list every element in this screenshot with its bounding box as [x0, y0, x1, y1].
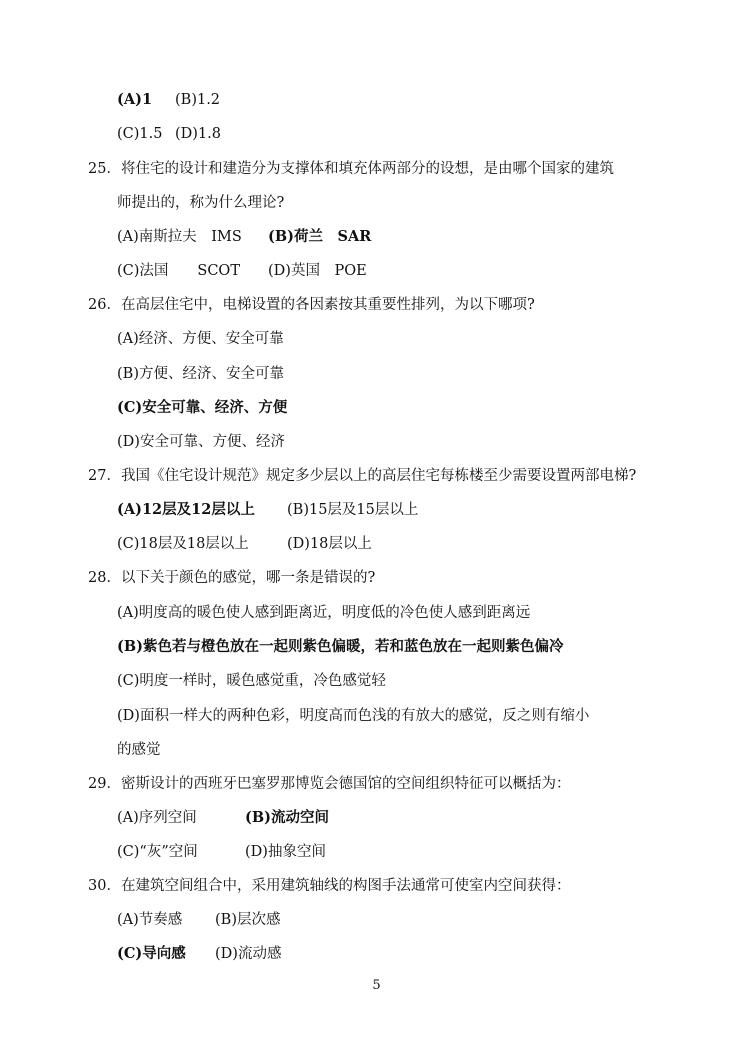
answer-option: (B)方便、经济、安全可靠 — [117, 366, 284, 382]
answer-option: (B)层次感 — [215, 912, 281, 928]
question-text-continued: 师提出的，称为什么理论? — [117, 195, 285, 211]
question-text: 30．在建筑空间组合中，采用建筑轴线的构图手法通常可使室内空间获得： — [88, 878, 571, 894]
question-text: 29．密斯设计的西班牙巴塞罗那博览会德国馆的空间组织特征可以概括为： — [88, 776, 571, 792]
answer-option: (D)18层以上 — [287, 536, 372, 552]
correct-answer-option: (B)流动空间 — [245, 809, 329, 826]
answer-option: (B)15层及15层以上 — [287, 502, 419, 518]
option-row — [117, 364, 284, 384]
option-row — [117, 261, 367, 281]
answer-option: (C)明度一样时，暖色感觉重，冷色感觉轻 — [117, 673, 386, 689]
correct-answer-option: (B)荷兰 SAR — [268, 228, 372, 245]
answer-option: (D)面积一样大的两种色彩，明度高而色浅的有放大的感觉，反之则有缩小 — [117, 708, 590, 724]
question-text: 28．以下关于颜色的感觉，哪一条是错误的? — [88, 570, 376, 586]
option-row — [117, 500, 419, 520]
answer-option: (D)流动感 — [215, 946, 282, 962]
option-row — [117, 842, 326, 862]
question-text: 26．在高层住宅中，电梯设置的各因素按其重要性排列，为以下哪项? — [88, 297, 535, 313]
correct-answer-option: (C)导向感 — [117, 945, 186, 962]
option-row — [117, 227, 372, 247]
answer-option: (D)安全可靠、方便、经济 — [117, 434, 285, 450]
answer-option: (D)抽象空间 — [245, 844, 326, 860]
answer-option: (D)1.8 — [175, 126, 221, 142]
option-row — [117, 637, 563, 657]
correct-answer-option: (A)1 — [117, 91, 153, 108]
option-row — [117, 740, 161, 760]
option-row — [117, 534, 372, 554]
correct-answer-option: (C)安全可靠、经济、方便 — [117, 399, 288, 416]
answer-option: (A)序列空间 — [117, 810, 197, 826]
option-row — [117, 706, 589, 726]
option-row — [117, 329, 284, 349]
answer-option: (A)南斯拉夫 IMS — [117, 229, 242, 245]
option-row — [117, 671, 386, 691]
answer-option: (A)经济、方便、安全可靠 — [117, 331, 284, 347]
option-row — [117, 90, 221, 110]
option-row — [117, 808, 329, 828]
option-row — [117, 398, 287, 418]
option-row — [117, 910, 281, 930]
correct-answer-option: (B)紫色若与橙色放在一起则紫色偏暖，若和蓝色放在一起则紫色偏冷 — [117, 638, 564, 655]
question-text: 27．我国《住宅设计规范》规定多少层以上的高层住宅每栋楼至少需要设置两部电梯? — [88, 468, 637, 484]
answer-option: (D)英国 POE — [268, 263, 367, 279]
answer-option: 的感觉 — [117, 742, 161, 758]
option-row — [117, 603, 530, 623]
answer-option: (C)法国 SCOT — [117, 263, 240, 279]
option-row — [117, 944, 282, 964]
answer-option: (A)明度高的暖色使人感到距离近，明度低的冷色使人感到距离远 — [117, 605, 531, 621]
answer-option: (A)节奏感 — [117, 912, 183, 928]
answer-option: (C)“灰”空间 — [117, 844, 198, 860]
option-row — [117, 124, 221, 144]
page-number: 5 — [372, 978, 381, 993]
answer-option: (C)18层及18层以上 — [117, 536, 249, 552]
answer-option: (B)1.2 — [175, 92, 221, 108]
answer-option: (C)1.5 — [117, 126, 163, 142]
option-row — [117, 432, 285, 452]
question-text: 25．将住宅的设计和建造分为支撑体和填充体两部分的设想，是由哪个国家的建筑 — [88, 161, 614, 177]
correct-answer-option: (A)12层及12层以上 — [117, 501, 255, 518]
